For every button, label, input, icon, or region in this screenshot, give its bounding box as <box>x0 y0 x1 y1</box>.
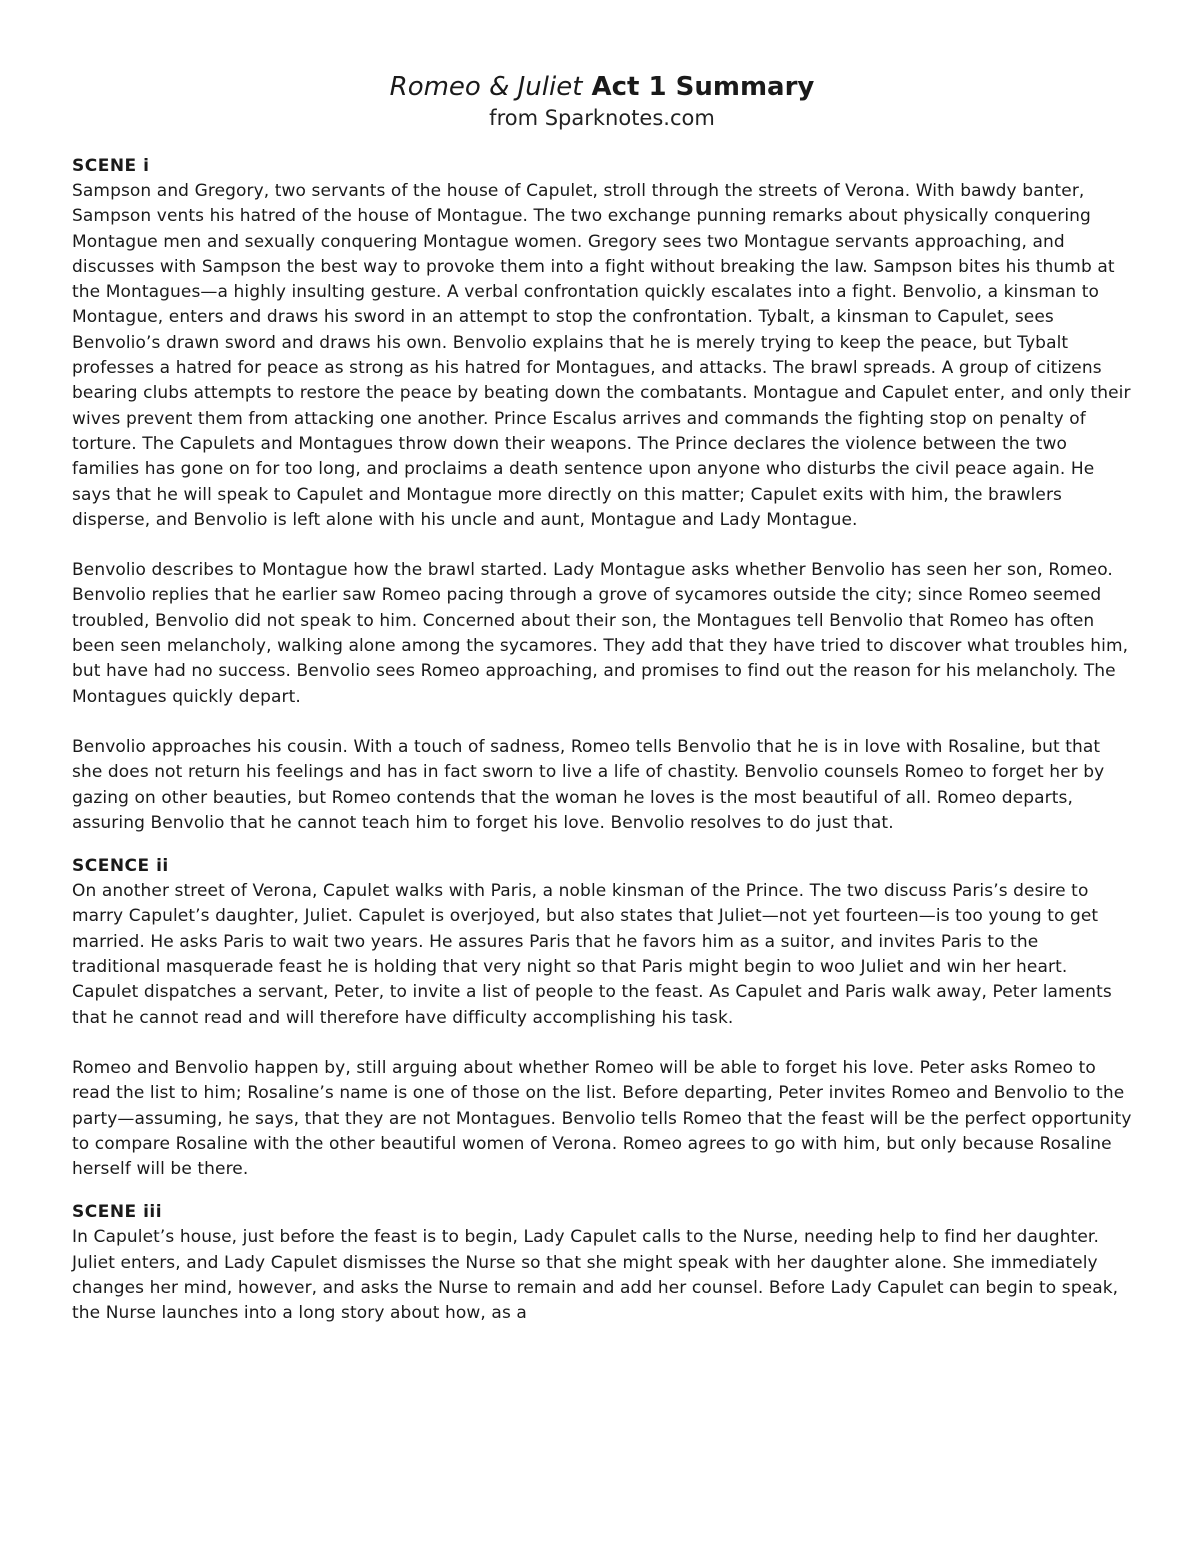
scene-heading: SCENE iii <box>72 1202 163 1223</box>
scene-3 <box>72 1200 1132 1326</box>
title-rest: Act 1 Summary <box>582 72 815 102</box>
paragraph: Sampson and Gregory, two servants of the house of Capulet, stroll through the streets of Verona. With bawdy banter, Sampson vents his hatred of the house of Montague. The two exchange punning remarks about physically conquering Montague men and sexually conquering Montague women. Gregory sees two Montague servants approaching, and discusses with Sampson the best way to provoke them into a fight without breaking the law. Sampson bites his thumb at the Montagues—a highly insulting gesture. A verbal confrontation quickly escalates into a fight. Benvolio, a kinsman to Montague, enters and draws his sword in an attempt to stop the confrontation. Tybalt, a kinsman to Capulet, sees Benvolio’s drawn sword and draws his own. Benvolio explains that he is merely trying to keep the peace, but Tybalt professes a hatred for peace as strong as his hatred for Montagues, and attacks. The brawl spreads. A group of citizens bearing clubs attempts to restore the peace by beating down the combatants. Montague and Capulet enter, and only their wives prevent them from attacking one another. Prince Escalus arrives and commands the fighting stop on penalty of torture. The Capulets and Montagues throw down their weapons. The Prince declares the violence between the two families has gone on for too long, and proclaims a death sentence upon anyone who disturbs the civil peace again. He says that he will speak to Capulet and Montague more directly on this matter; Capulet exits with him, the brawlers disperse, and Benvolio is left alone with his uncle and aunt, Montague and Lady Montague. <box>72 181 1131 530</box>
title-italic: Romeo & Juliet <box>389 72 583 102</box>
scene-heading: SCENE i <box>72 156 150 176</box>
scene-2 <box>72 854 1132 1182</box>
title-block <box>72 70 1132 132</box>
paragraph: Romeo and Benvolio happen by, still arguing about whether Romeo will be able to forget his love. Peter asks Romeo to read the list to him; Rosaline’s name is one of those on the list. Before departing, Peter invites Romeo and Benvolio to the party—assuming, he says, that they are not Montagues. Benvolio tells Romeo that the feast will be the perfect opportunity to compare Rosaline with the other beautiful women of Verona. Romeo agrees to go with him, but only because Rosaline herself will be there. <box>72 1057 1132 1180</box>
document-page <box>72 70 1132 1327</box>
paragraph: Benvolio approaches his cousin. With a touch of sadness, Romeo tells Benvolio that he is in love with Rosaline, but that she does not return his feelings and has in fact sworn to live a life of chastity. Benvolio counsels Romeo to forget her by gazing on other beauties, but Romeo contends that the woman he loves is the most beautiful of all. Romeo departs, assuring Benvolio that he cannot teach him to forget his love. Benvolio resolves to do just that. <box>72 736 1105 833</box>
document-title <box>72 70 1132 104</box>
scene-1 <box>72 154 1132 836</box>
paragraph: Benvolio describes to Montague how the brawl started. Lady Montague asks whether Benvolio has seen her son, Romeo. Benvolio replies that he earlier saw Romeo pacing through a grove of sycamores outside the city; since Romeo seemed troubled, Benvolio did not speak to him. Concerned about their son, the Montagues tell Benvolio that Romeo has often been seen melancholy, walking alone among the sycamores. They add that they have tried to discover what troubles him, but have had no success. Benvolio sees Romeo approaching, and promises to find out the reason for his melancholy. The Montagues quickly depart. <box>72 560 1129 707</box>
paragraph: In Capulet’s house, just before the feast is to begin, Lady Capulet calls to the Nurse, needing help to find her daughter. Juliet enters, and Lady Capulet dismisses the Nurse so that she might speak with her daughter alone. She immediately changes her mind, however, and asks the Nurse to remain and add her counsel. Before Lady Capulet can begin to speak, the Nurse launches into a long story about how, as a <box>72 1227 1119 1324</box>
document-subtitle: from Sparknotes.com <box>489 106 715 130</box>
paragraph: On another street of Verona, Capulet walks with Paris, a noble kinsman of the Prince. The two discuss Paris’s desire to marry Capulet’s daughter, Juliet. Capulet is overjoyed, but also states that Juliet—not yet fourteen—is too young to get married. He asks Paris to wait two years. He assures Paris that he favors him as a suitor, and invites Paris to the traditional masquerade feast he is holding that very night so that Paris might begin to woo Juliet and win her heart. Capulet dispatches a servant, Peter, to invite a list of people to the feast. As Capulet and Paris walk away, Peter laments that he cannot read and will therefore have difficulty accomplishing his task. <box>72 881 1112 1028</box>
scene-heading: SCENCE ii <box>72 856 169 877</box>
